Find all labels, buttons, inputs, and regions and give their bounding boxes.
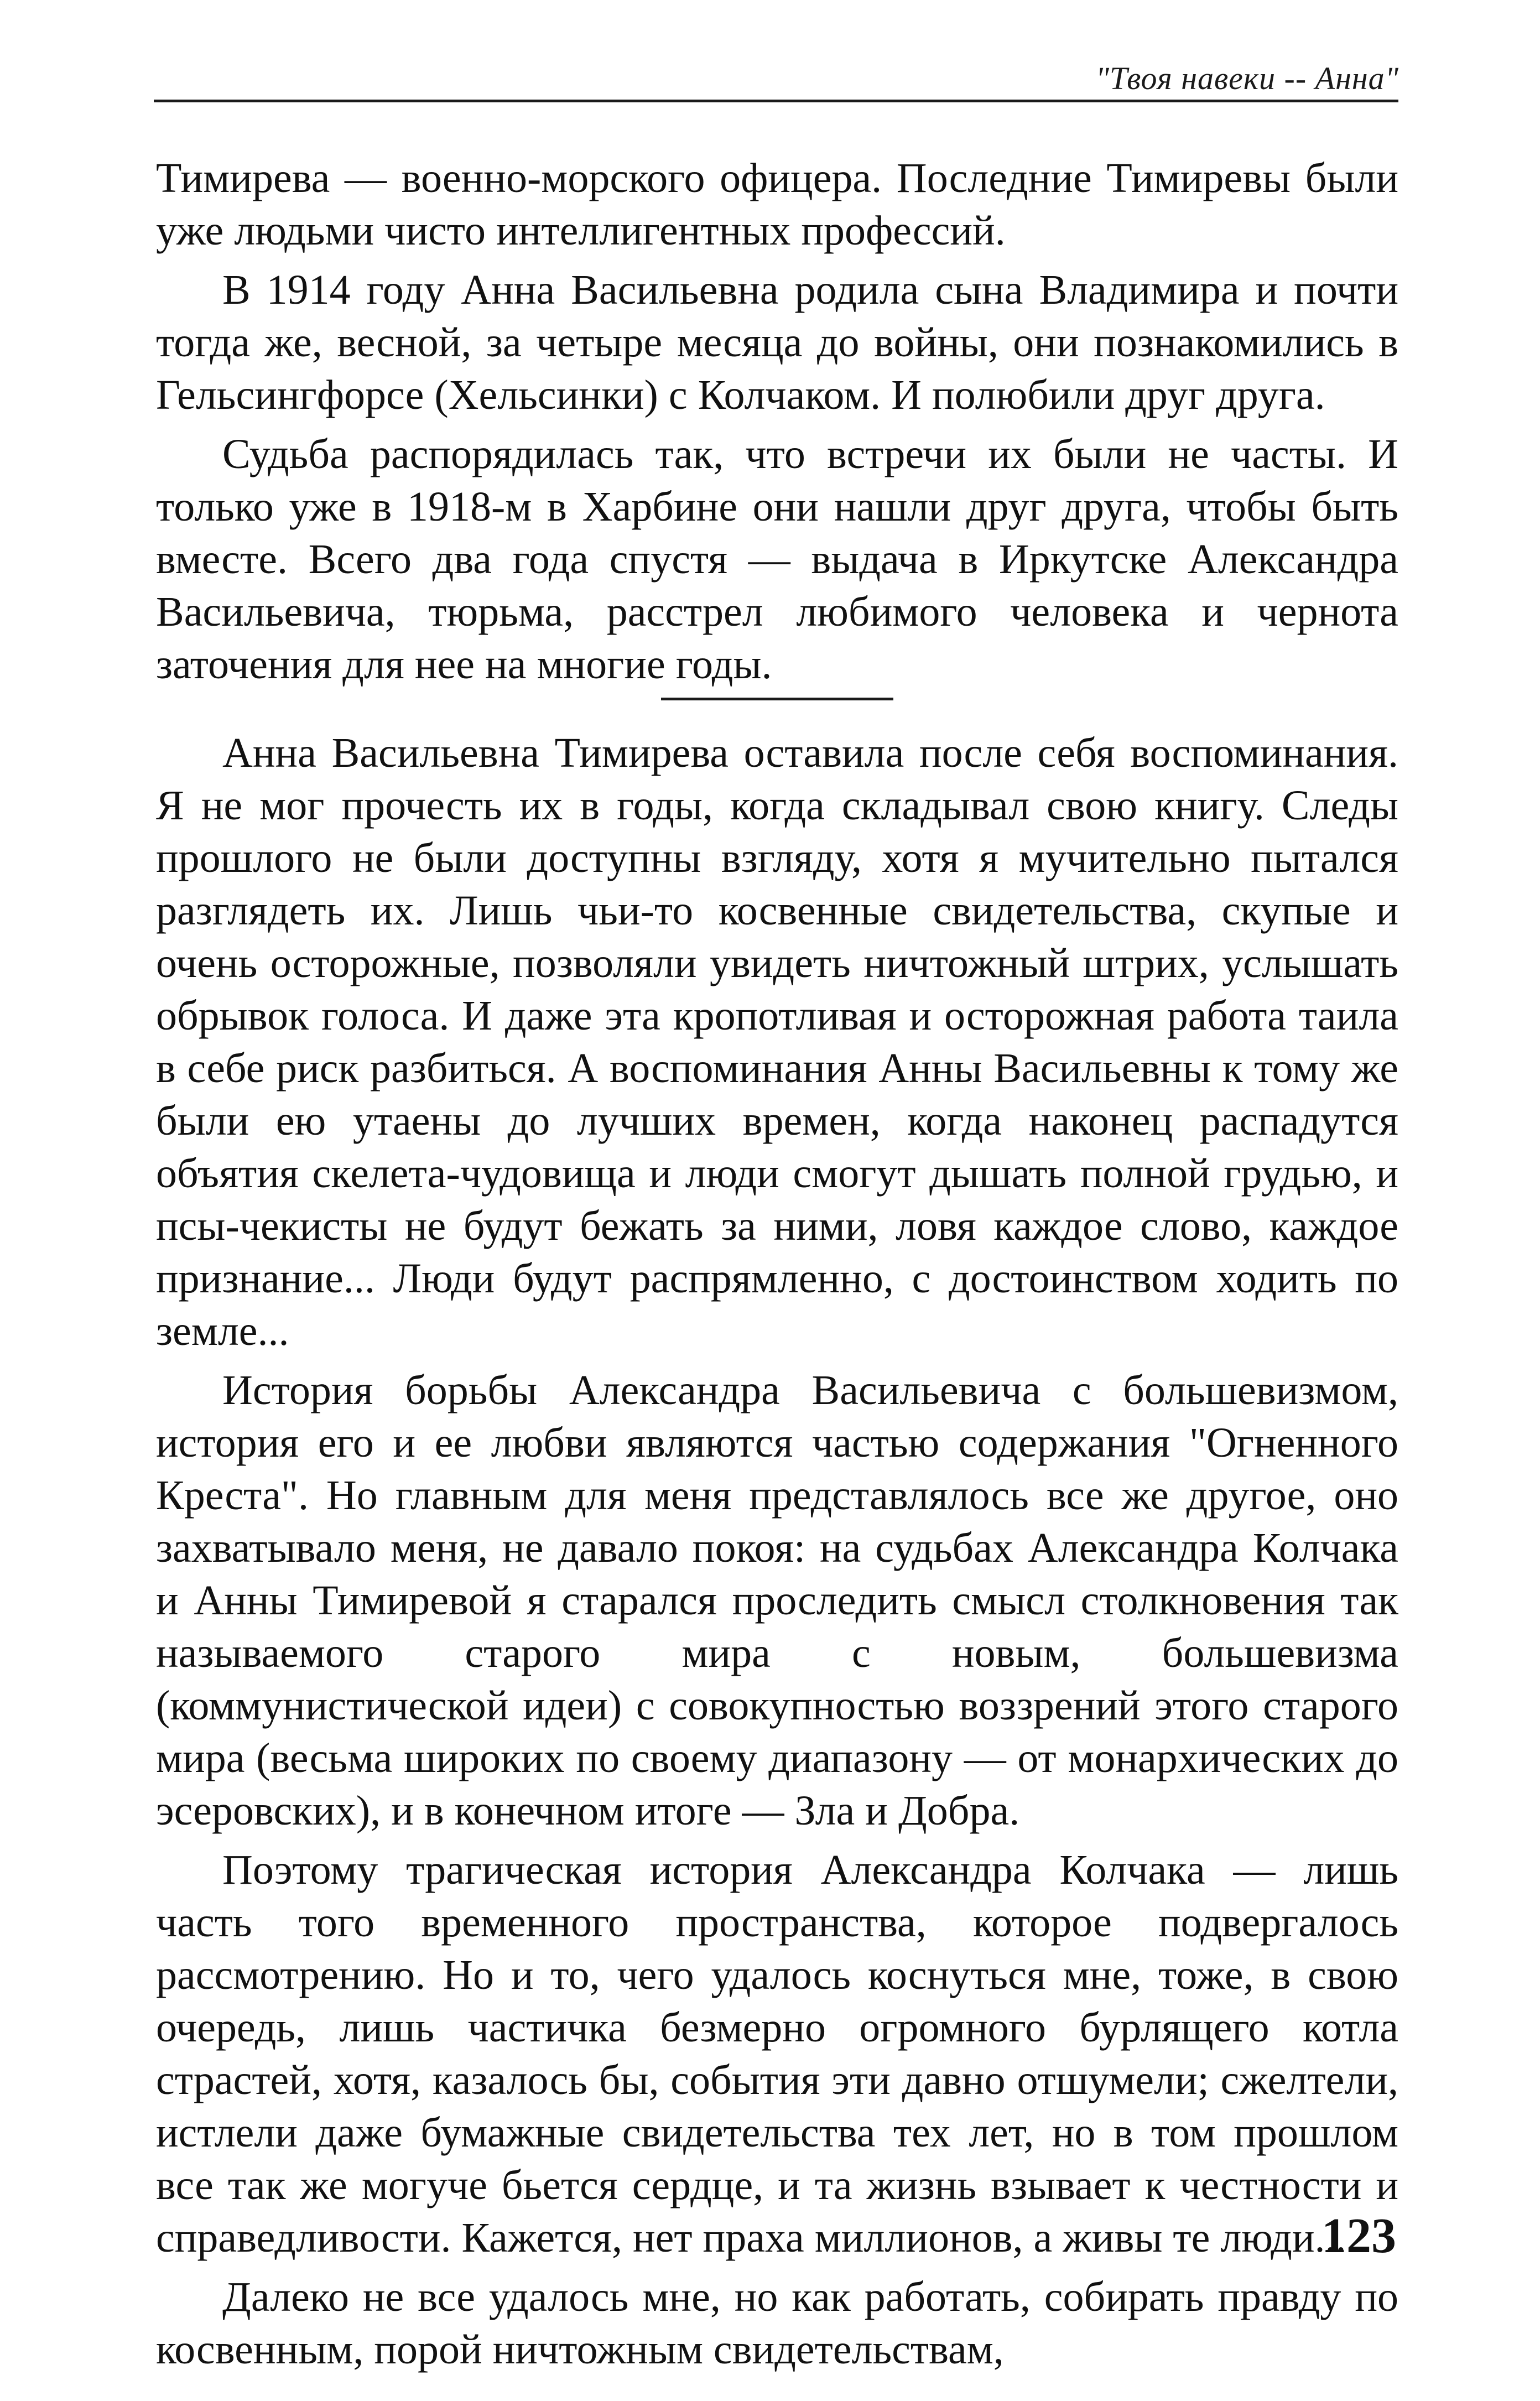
- page-number: 123: [1322, 2208, 1396, 2263]
- paragraph: Далеко не все удалось мне, но как работать, собирать правду по косвенным, порой ничтожным свидетельствам,: [156, 2274, 1398, 2373]
- paragraph: Судьба распорядилась так, что встречи их были не часты. И только уже в 1918-м в Харбине они нашли друг друга, чтобы быть вместе. Всего два года спустя — выдача в Иркутске Александра Васильевича, тюрьма, расстрел любимого человека и чернота заточения для нее на многие годы.: [156, 431, 1398, 688]
- body-text: [156, 152, 1398, 2383]
- paragraph: История борьбы Александра Васильевича с большевизмом, история его и ее любви являются частью содержания "Огненного Креста". Но главным для меня представлялось все же другое, оно захватывало меня, не давало покоя: на судьбах Александра Колчака и Анны Тимиревой я старался проследить смысл столкновения так называемого старого мира с новым, большевизма (коммунистической идеи) с совокупностью воззрений этого старого мира (весьма широких по своему диапазону — от монархических до эсеровских), и в конечном итоге — Зла и Добра.: [156, 1367, 1398, 1834]
- paragraph: Тимирева — военно-морского офицера. Последние Тимиревы были уже людьми чисто интеллигентных профессий.: [156, 155, 1398, 254]
- header-rule: [154, 100, 1398, 102]
- paragraph: Поэтому трагическая история Александра Колчака — лишь часть того временного пространства, которое подвергалось рассмотрению. Но и то, чего удалось коснуться мне, тоже, в свою очередь, лишь частичка безмерно огромного бурлящего котла страстей, хотя, казалось бы, события эти давно отшумели; сжелтели, истлели даже бумажные свидетельства тех лет, но в том прошлом все так же могуче бьется сердце, и та жизнь взывает к честности и справедливости. Кажется, нет праха миллионов, а живы те люди...: [156, 1847, 1398, 2261]
- paragraph: В 1914 году Анна Васильевна родила сына Владимира и почти тогда же, весной, за четыре месяца до войны, они познакомились в Гельсингфорсе (Хельсинки) с Колчаком. И полюбили друг друга.: [156, 267, 1398, 418]
- section-two: [156, 727, 1398, 2376]
- running-head: "Твоя навеки -- Анна": [1095, 60, 1399, 96]
- paragraph: Анна Васильевна Тимирева оставила после себя воспоминания. Я не мог прочесть их в годы, когда складывал свою книгу. Следы прошлого не были доступны взгляду, хотя я мучительно пытался разглядеть их. Лишь чьи-то косвенные свидетельства, скупые и очень осторожные, позволяли увидеть ничтожный штрих, услышать обрывок голоса. И даже эта кропотливая и осторожная работа таила в себе риск разбиться. А воспоминания Анны Васильевны к тому же были ею утаены до лучших времен, когда наконец распадутся объятия скелета-чудовища и люди смогут дышать полной грудью, и псы-чекисты не будут бежать за ними, ловя каждое слово, каждое признание... Люди будут распрямленно, с достоинством ходить по земле...: [156, 730, 1398, 1354]
- section-divider: [661, 698, 893, 700]
- section-one: [156, 152, 1398, 691]
